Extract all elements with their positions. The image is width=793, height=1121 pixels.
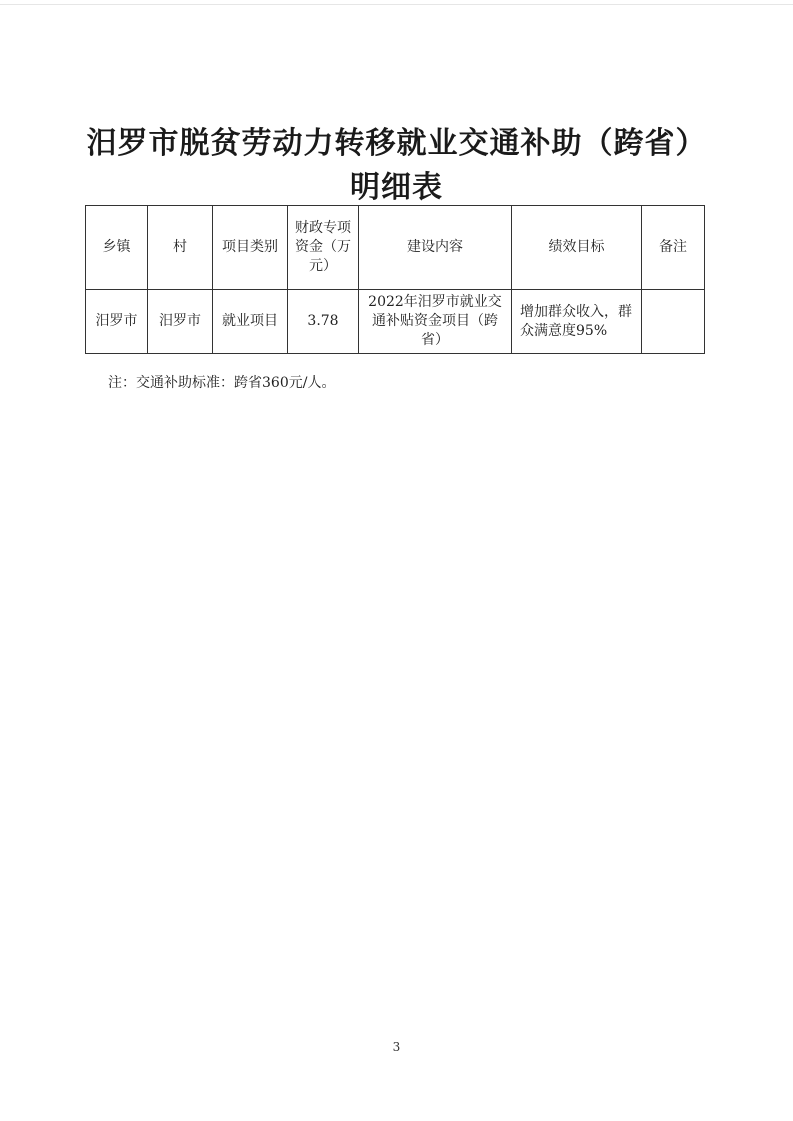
cell-village: 汨罗市 (148, 290, 213, 354)
document-title: 汨罗市脱贫劳动力转移就业交通补助（跨省） (86, 126, 707, 161)
header-special-funds: 财政专项资金（万元） (288, 206, 359, 290)
header-performance-target: 绩效目标 (512, 206, 642, 290)
header-township: 乡镇 (86, 206, 148, 290)
cell-construction-content: 2022年汨罗市就业交通补贴资金项目（跨省） (359, 290, 512, 354)
footnote: 注：交通补助标准：跨省360元/人。 (108, 375, 336, 391)
header-village: 村 (148, 206, 213, 290)
detail-table (85, 205, 705, 354)
cell-performance-target: 增加群众收入，群众满意度95% (512, 290, 642, 354)
cell-project-category: 就业项目 (213, 290, 288, 354)
table-row (86, 290, 705, 354)
header-remarks: 备注 (642, 206, 705, 290)
scan-edge-line (0, 4, 793, 5)
document-subtitle: 明细表 (350, 170, 443, 205)
cell-remarks (642, 290, 705, 354)
header-construction-content: 建设内容 (359, 206, 512, 290)
cell-township: 汨罗市 (86, 290, 148, 354)
table-header-row (86, 206, 705, 290)
page-number: 3 (392, 1040, 401, 1054)
header-project-category: 项目类别 (213, 206, 288, 290)
cell-special-funds: 3.78 (288, 290, 359, 354)
